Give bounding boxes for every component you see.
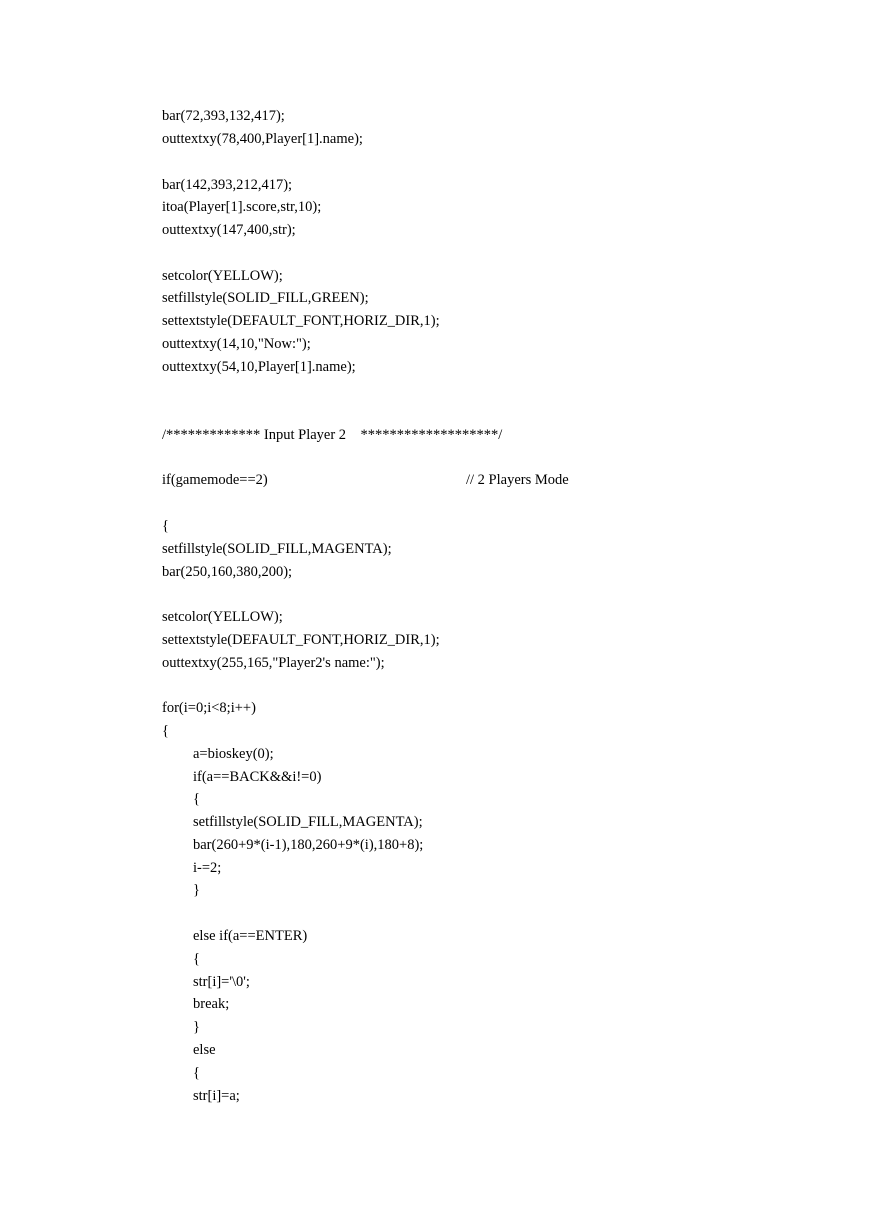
code-line: str[i]=a;: [193, 1088, 240, 1104]
code-line: }: [193, 882, 200, 898]
code-line: settextstyle(DEFAULT_FONT,HORIZ_DIR,1);: [162, 632, 440, 648]
code-line: a=bioskey(0);: [193, 746, 274, 762]
code-line: setcolor(YELLOW);: [162, 268, 283, 284]
code-line: {: [193, 791, 200, 807]
code-line: outtextxy(255,165,"Player2's name:");: [162, 655, 385, 671]
code-line: outtextxy(54,10,Player[1].name);: [162, 359, 356, 375]
code-line: if(gamemode==2): [162, 472, 268, 488]
inline-comment: // 2 Players Mode: [466, 472, 569, 488]
section-comment: /************* Input Player 2 *******************/: [162, 427, 503, 443]
code-line: outtextxy(147,400,str);: [162, 222, 296, 238]
code-line: itoa(Player[1].score,str,10);: [162, 199, 322, 215]
code-line: bar(260+9*(i-1),180,260+9*(i),180+8);: [193, 837, 424, 853]
code-line: outtextxy(78,400,Player[1].name);: [162, 131, 363, 147]
code-line: {: [193, 951, 200, 967]
code-line: {: [162, 723, 169, 739]
code-line: else: [193, 1042, 216, 1058]
code-line: bar(250,160,380,200);: [162, 564, 293, 580]
code-line: outtextxy(14,10,"Now:");: [162, 336, 311, 352]
code-line: if(a==BACK&&i!=0): [193, 769, 322, 785]
code-line: setcolor(YELLOW);: [162, 609, 283, 625]
code-line: {: [162, 518, 169, 534]
code-line: for(i=0;i<8;i++): [162, 700, 256, 716]
code-line: i-=2;: [193, 860, 222, 876]
code-line: bar(72,393,132,417);: [162, 108, 285, 124]
code-line: {: [193, 1065, 200, 1081]
code-line: }: [193, 1019, 200, 1035]
code-line: bar(142,393,212,417);: [162, 177, 293, 193]
code-line: settextstyle(DEFAULT_FONT,HORIZ_DIR,1);: [162, 313, 440, 329]
code-line: setfillstyle(SOLID_FILL,GREEN);: [162, 290, 369, 306]
code-line: else if(a==ENTER): [193, 928, 308, 944]
code-line: str[i]='\0';: [193, 974, 250, 990]
code-line: break;: [193, 996, 230, 1012]
code-line: setfillstyle(SOLID_FILL,MAGENTA);: [162, 541, 392, 557]
code-line: setfillstyle(SOLID_FILL,MAGENTA);: [193, 814, 423, 830]
